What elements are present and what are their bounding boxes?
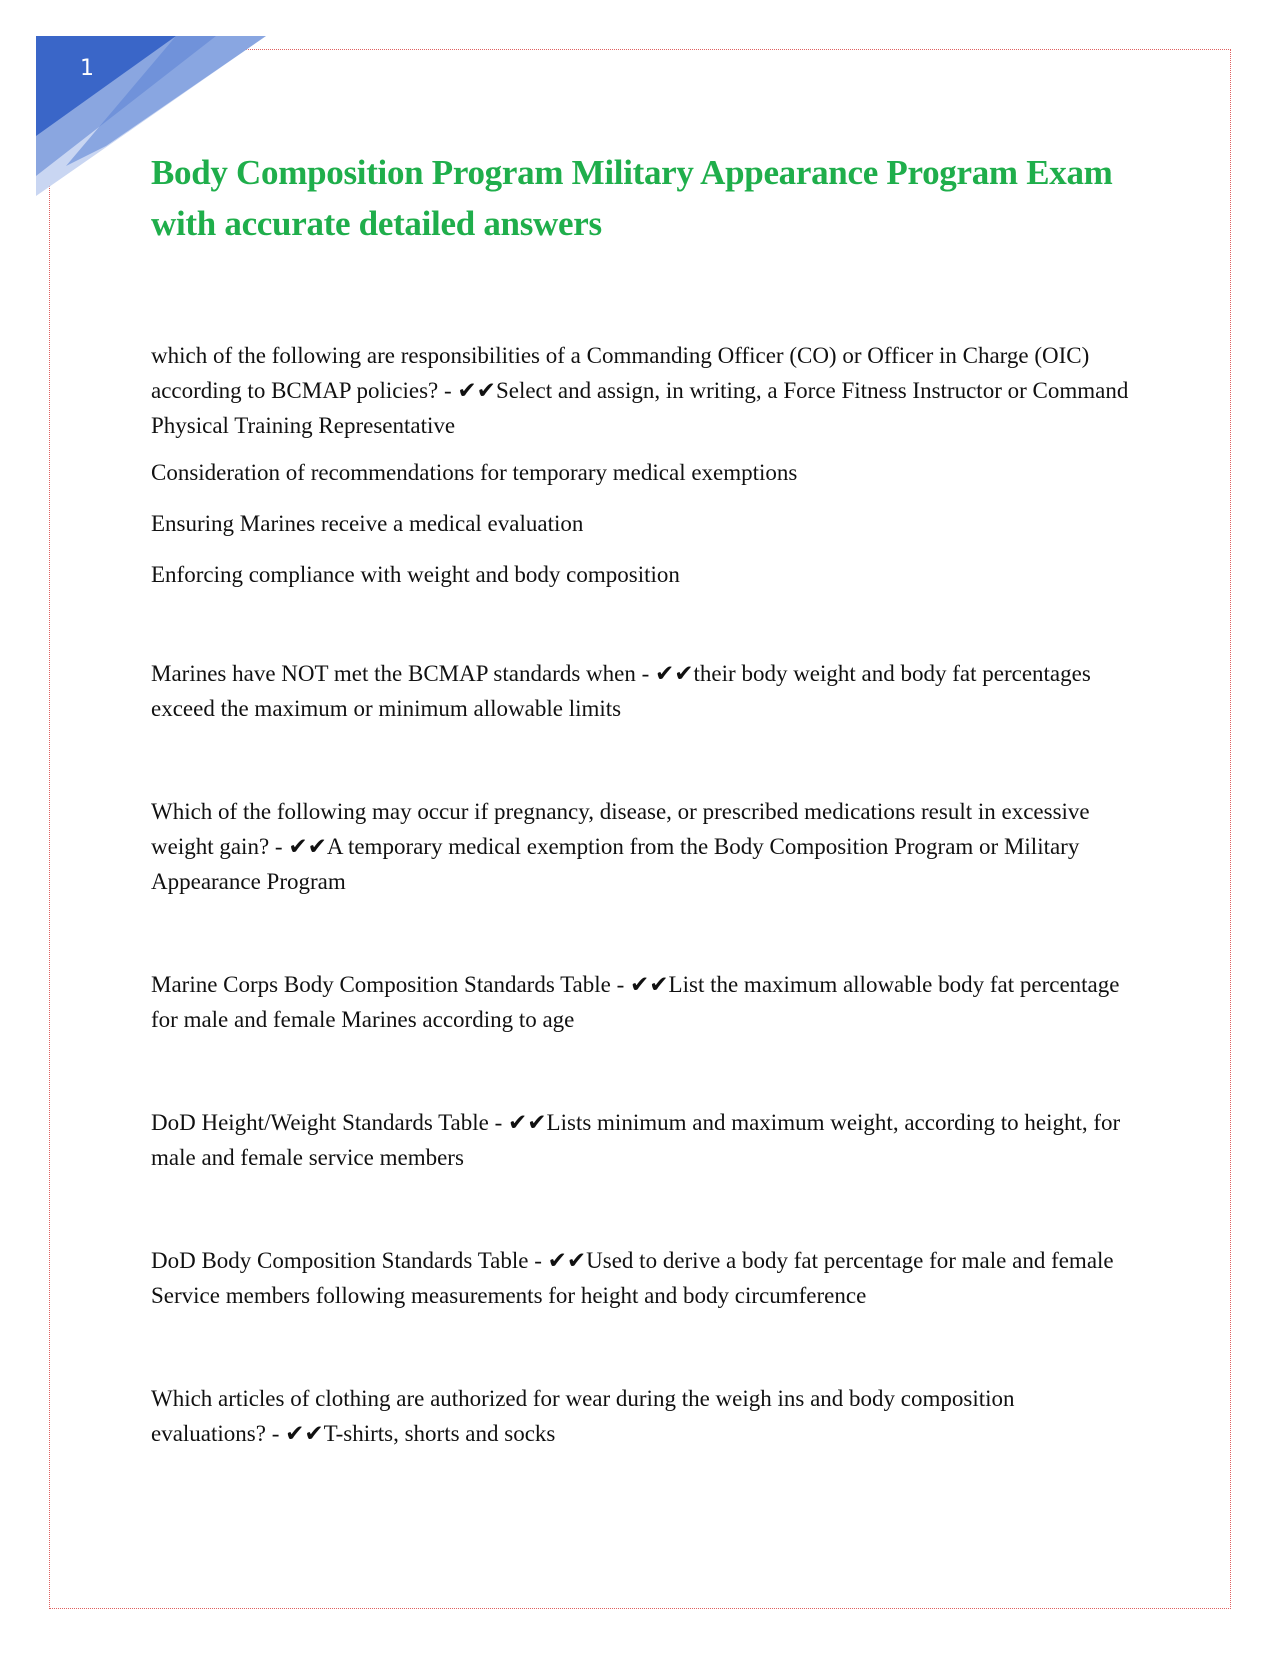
qa-question: Marine Corps Body Composition Standards Table - ✔✔List the maximum allowable body fat percentage for male and female Marines according to age [151, 972, 1120, 1032]
qa-item [151, 794, 1131, 899]
qa-question: which of the following are responsibilities of a Commanding Officer (CO) or Officer in Charge (OIC) according to BCMAP policies? - ✔✔Select and assign, in writing, a Force Fitness Instructor or Command Physical Training Representative [151, 343, 1129, 438]
qa-question: Marines have NOT met the BCMAP standards when - ✔✔their body weight and body fat percentages exceed the maximum or minimum allowable limits [151, 661, 1091, 721]
qa-question: Which of the following may occur if pregnancy, disease, or prescribed medications result in excessive weight gain? - ✔✔A temporary medical exemption from the Body Composition Program or Military Appearance Program [151, 799, 1090, 894]
qa-item [151, 1243, 1131, 1313]
qa-item [151, 338, 1131, 592]
qa-question: Which articles of clothing are authorized for wear during the weigh ins and body composition evaluations? - ✔✔T-shirts, shorts and socks [151, 1386, 1015, 1446]
qa-question: DoD Body Composition Standards Table - ✔✔Used to derive a body fat percentage for male and female Service members following measurements for height and body circumference [151, 1248, 1114, 1308]
page-number: 1 [80, 56, 94, 81]
qa-question: DoD Height/Weight Standards Table - ✔✔Lists minimum and maximum weight, according to height, for male and female service members [151, 1110, 1121, 1170]
qa-item [151, 1381, 1131, 1451]
page-title: Body Composition Program Military Appearance Program Exam with accurate detailed answers [151, 153, 1113, 243]
qa-list [151, 338, 1131, 1451]
qa-item [151, 1105, 1131, 1175]
qa-extra-line: Consideration of recommendations for temporary medical exemptions [151, 460, 798, 485]
qa-item [151, 656, 1131, 726]
qa-extra-line: Enforcing compliance with weight and body composition [151, 562, 680, 587]
qa-extra-line: Ensuring Marines receive a medical evaluation [151, 511, 584, 536]
qa-item [151, 967, 1131, 1037]
